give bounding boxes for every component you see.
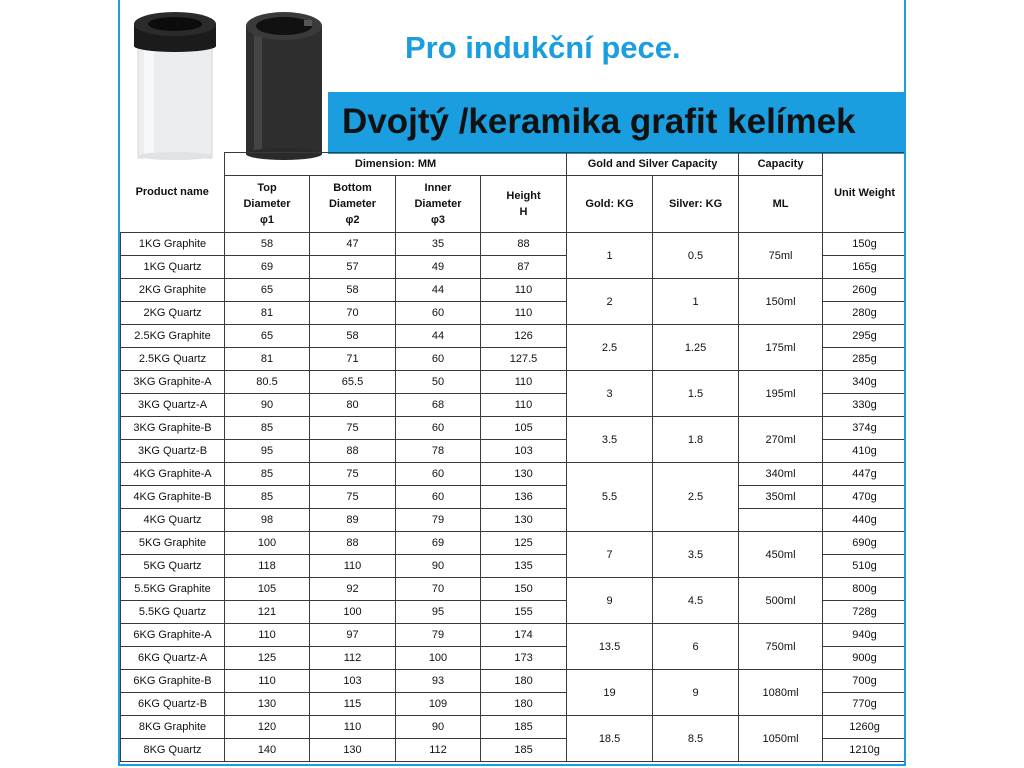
height-cell: 185 — [481, 739, 567, 762]
product-name-cell: 5KG Graphite — [121, 532, 225, 555]
header-unit-weight: Unit Weight — [823, 153, 906, 233]
top-diameter-cell: 80.5 — [225, 371, 310, 394]
height-cell: 180 — [481, 670, 567, 693]
top-diameter-cell: 121 — [225, 601, 310, 624]
gold-kg-cell: 5.5 — [567, 463, 653, 532]
header-capacity: Capacity — [739, 153, 823, 176]
table-row — [121, 624, 907, 647]
graphite-crucible-image — [244, 8, 324, 160]
inner-diameter-cell: 60 — [396, 486, 481, 509]
header-gold-silver-capacity: Gold and Silver Capacity — [567, 153, 739, 176]
table-row — [121, 532, 907, 555]
capacity-ml-cell: 150ml — [739, 279, 823, 325]
gold-kg-cell: 19 — [567, 670, 653, 716]
product-name-cell: 4KG Graphite-B — [121, 486, 225, 509]
table-row — [121, 417, 907, 440]
silver-kg-cell: 6 — [653, 624, 739, 670]
unit-weight-cell: 690g — [823, 532, 906, 555]
bottom-diameter-cell: 80 — [310, 394, 396, 417]
unit-weight-cell: 440g — [823, 509, 906, 532]
unit-weight-cell: 728g — [823, 601, 906, 624]
height-cell: 110 — [481, 371, 567, 394]
bottom-diameter-cell: 58 — [310, 279, 396, 302]
unit-weight-cell: 260g — [823, 279, 906, 302]
top-diameter-cell: 65 — [225, 325, 310, 348]
inner-diameter-cell: 78 — [396, 440, 481, 463]
product-name-cell: 5.5KG Quartz — [121, 601, 225, 624]
gold-kg-cell: 2 — [567, 279, 653, 325]
product-sheet — [118, 0, 906, 766]
table-row — [121, 716, 907, 739]
title-banner — [328, 92, 906, 154]
unit-weight-cell: 295g — [823, 325, 906, 348]
product-name-cell: 2KG Quartz — [121, 302, 225, 325]
product-name-cell: 5.5KG Graphite — [121, 578, 225, 601]
bottom-diameter-cell: 88 — [310, 440, 396, 463]
capacity-ml-cell: 195ml — [739, 371, 823, 417]
table-row — [121, 486, 907, 509]
inner-diameter-cell: 60 — [396, 417, 481, 440]
table-row — [121, 325, 907, 348]
inner-diameter-cell: 90 — [396, 555, 481, 578]
bottom-diameter-cell: 71 — [310, 348, 396, 371]
top-diameter-cell: 85 — [225, 463, 310, 486]
header-gold-kg: Gold: KG — [567, 176, 653, 233]
table-row — [121, 233, 907, 256]
header-silver-kg: Silver: KG — [653, 176, 739, 233]
unit-weight-cell: 940g — [823, 624, 906, 647]
capacity-ml-cell: 75ml — [739, 233, 823, 279]
height-cell: 126 — [481, 325, 567, 348]
unit-weight-cell: 900g — [823, 647, 906, 670]
header-height: Height H — [481, 176, 567, 233]
unit-weight-cell: 447g — [823, 463, 906, 486]
inner-diameter-cell: 35 — [396, 233, 481, 256]
unit-weight-cell: 165g — [823, 256, 906, 279]
height-cell: 174 — [481, 624, 567, 647]
top-diameter-cell: 118 — [225, 555, 310, 578]
table-row — [121, 463, 907, 486]
inner-diameter-cell: 79 — [396, 509, 481, 532]
bottom-diameter-cell: 58 — [310, 325, 396, 348]
unit-weight-cell: 280g — [823, 302, 906, 325]
gold-kg-cell: 1 — [567, 233, 653, 279]
inner-diameter-cell: 60 — [396, 302, 481, 325]
capacity-ml-cell: 1050ml — [739, 716, 823, 762]
product-name-cell: 6KG Graphite-B — [121, 670, 225, 693]
inner-diameter-cell: 79 — [396, 624, 481, 647]
unit-weight-cell: 800g — [823, 578, 906, 601]
capacity-ml-cell: 175ml — [739, 325, 823, 371]
bottom-diameter-cell: 75 — [310, 463, 396, 486]
capacity-ml-cell: 750ml — [739, 624, 823, 670]
product-name-cell: 8KG Quartz — [121, 739, 225, 762]
product-name-cell: 1KG Graphite — [121, 233, 225, 256]
unit-weight-cell: 285g — [823, 348, 906, 371]
gold-kg-cell: 9 — [567, 578, 653, 624]
unit-weight-cell: 510g — [823, 555, 906, 578]
bottom-diameter-cell: 100 — [310, 601, 396, 624]
unit-weight-cell: 470g — [823, 486, 906, 509]
height-cell: 87 — [481, 256, 567, 279]
silver-kg-cell: 4.5 — [653, 578, 739, 624]
header-dimension: Dimension: MM — [225, 153, 567, 176]
height-cell: 155 — [481, 601, 567, 624]
table-row — [121, 578, 907, 601]
product-name-cell: 8KG Graphite — [121, 716, 225, 739]
inner-diameter-cell: 60 — [396, 463, 481, 486]
top-diameter-cell: 98 — [225, 509, 310, 532]
height-cell: 103 — [481, 440, 567, 463]
product-name-cell: 6KG Graphite-A — [121, 624, 225, 647]
inner-diameter-cell: 112 — [396, 739, 481, 762]
height-cell: 110 — [481, 302, 567, 325]
product-name-cell: 6KG Quartz-A — [121, 647, 225, 670]
capacity-ml-cell: 270ml — [739, 417, 823, 463]
crucible-spec-table — [120, 152, 906, 762]
header-ml: ML — [739, 176, 823, 233]
height-cell: 185 — [481, 716, 567, 739]
capacity-ml-cell: 1080ml — [739, 670, 823, 716]
silver-kg-cell: 0.5 — [653, 233, 739, 279]
top-diameter-cell: 110 — [225, 670, 310, 693]
header-top-diameter: Top Diameter φ1 — [225, 176, 310, 233]
header-product-name: Product name — [121, 153, 225, 233]
capacity-ml-cell: 340ml — [739, 463, 823, 486]
height-cell: 150 — [481, 578, 567, 601]
top-diameter-cell: 130 — [225, 693, 310, 716]
top-diameter-cell: 110 — [225, 624, 310, 647]
banner-title: Dvojtý /keramika grafit kelímek — [342, 102, 856, 141]
bottom-diameter-cell: 115 — [310, 693, 396, 716]
inner-diameter-cell: 50 — [396, 371, 481, 394]
product-name-cell: 5KG Quartz — [121, 555, 225, 578]
bottom-diameter-cell: 112 — [310, 647, 396, 670]
inner-diameter-cell: 69 — [396, 532, 481, 555]
height-cell: 130 — [481, 509, 567, 532]
unit-weight-cell: 340g — [823, 371, 906, 394]
unit-weight-cell: 770g — [823, 693, 906, 716]
bottom-diameter-cell: 89 — [310, 509, 396, 532]
capacity-ml-cell: 500ml — [739, 578, 823, 624]
product-name-cell: 2.5KG Graphite — [121, 325, 225, 348]
capacity-ml-cell: 450ml — [739, 532, 823, 578]
top-diameter-cell: 85 — [225, 417, 310, 440]
product-name-cell: 3KG Graphite-A — [121, 371, 225, 394]
quartz-crucible-image — [134, 10, 216, 160]
gold-kg-cell: 7 — [567, 532, 653, 578]
table-row — [121, 371, 907, 394]
height-cell: 110 — [481, 279, 567, 302]
unit-weight-cell: 374g — [823, 417, 906, 440]
silver-kg-cell: 1.25 — [653, 325, 739, 371]
top-diameter-cell: 81 — [225, 302, 310, 325]
silver-kg-cell: 1 — [653, 279, 739, 325]
table-row — [121, 279, 907, 302]
unit-weight-cell: 1210g — [823, 739, 906, 762]
capacity-ml-cell: 350ml — [739, 486, 823, 509]
height-cell: 88 — [481, 233, 567, 256]
table-body — [121, 233, 907, 762]
top-diameter-cell: 69 — [225, 256, 310, 279]
product-name-cell: 2.5KG Quartz — [121, 348, 225, 371]
page-subtitle: Pro indukční pece. — [405, 30, 681, 65]
height-cell: 136 — [481, 486, 567, 509]
top-diameter-cell: 81 — [225, 348, 310, 371]
product-name-cell: 3KG Quartz-B — [121, 440, 225, 463]
silver-kg-cell: 9 — [653, 670, 739, 716]
inner-diameter-cell: 68 — [396, 394, 481, 417]
product-name-cell: 4KG Quartz — [121, 509, 225, 532]
table-row — [121, 509, 907, 532]
height-cell: 180 — [481, 693, 567, 716]
top-diameter-cell: 85 — [225, 486, 310, 509]
bottom-diameter-cell: 130 — [310, 739, 396, 762]
product-name-cell: 4KG Graphite-A — [121, 463, 225, 486]
top-diameter-cell: 120 — [225, 716, 310, 739]
bottom-diameter-cell: 70 — [310, 302, 396, 325]
unit-weight-cell: 410g — [823, 440, 906, 463]
bottom-diameter-cell: 97 — [310, 624, 396, 647]
top-diameter-cell: 105 — [225, 578, 310, 601]
product-name-cell: 2KG Graphite — [121, 279, 225, 302]
unit-weight-cell: 150g — [823, 233, 906, 256]
height-cell: 110 — [481, 394, 567, 417]
top-diameter-cell: 65 — [225, 279, 310, 302]
gold-kg-cell: 3 — [567, 371, 653, 417]
inner-diameter-cell: 70 — [396, 578, 481, 601]
inner-diameter-cell: 100 — [396, 647, 481, 670]
bottom-diameter-cell: 110 — [310, 716, 396, 739]
bottom-diameter-cell: 92 — [310, 578, 396, 601]
header-bottom-diameter: Bottom Diameter φ2 — [310, 176, 396, 233]
silver-kg-cell: 2.5 — [653, 463, 739, 532]
inner-diameter-cell: 109 — [396, 693, 481, 716]
height-cell: 125 — [481, 532, 567, 555]
top-diameter-cell: 58 — [225, 233, 310, 256]
gold-kg-cell: 2.5 — [567, 325, 653, 371]
bottom-diameter-cell: 75 — [310, 486, 396, 509]
inner-diameter-cell: 49 — [396, 256, 481, 279]
bottom-diameter-cell: 65.5 — [310, 371, 396, 394]
height-cell: 135 — [481, 555, 567, 578]
unit-weight-cell: 330g — [823, 394, 906, 417]
product-name-cell: 6KG Quartz-B — [121, 693, 225, 716]
gold-kg-cell: 13.5 — [567, 624, 653, 670]
gold-kg-cell: 18.5 — [567, 716, 653, 762]
top-diameter-cell: 95 — [225, 440, 310, 463]
capacity-ml-cell — [739, 509, 823, 532]
inner-diameter-cell: 90 — [396, 716, 481, 739]
product-name-cell: 3KG Quartz-A — [121, 394, 225, 417]
inner-diameter-cell: 60 — [396, 348, 481, 371]
table-row — [121, 670, 907, 693]
silver-kg-cell: 1.5 — [653, 371, 739, 417]
bottom-diameter-cell: 110 — [310, 555, 396, 578]
height-cell: 127.5 — [481, 348, 567, 371]
top-diameter-cell: 100 — [225, 532, 310, 555]
unit-weight-cell: 700g — [823, 670, 906, 693]
inner-diameter-cell: 95 — [396, 601, 481, 624]
bottom-diameter-cell: 75 — [310, 417, 396, 440]
product-name-cell: 3KG Graphite-B — [121, 417, 225, 440]
unit-weight-cell: 1260g — [823, 716, 906, 739]
silver-kg-cell: 3.5 — [653, 532, 739, 578]
top-diameter-cell: 90 — [225, 394, 310, 417]
bottom-diameter-cell: 88 — [310, 532, 396, 555]
inner-diameter-cell: 44 — [396, 325, 481, 348]
height-cell: 173 — [481, 647, 567, 670]
header-inner-diameter: Inner Diameter φ3 — [396, 176, 481, 233]
silver-kg-cell: 8.5 — [653, 716, 739, 762]
inner-diameter-cell: 44 — [396, 279, 481, 302]
silver-kg-cell: 1.8 — [653, 417, 739, 463]
bottom-diameter-cell: 57 — [310, 256, 396, 279]
top-diameter-cell: 140 — [225, 739, 310, 762]
bottom-diameter-cell: 103 — [310, 670, 396, 693]
product-name-cell: 1KG Quartz — [121, 256, 225, 279]
gold-kg-cell: 3.5 — [567, 417, 653, 463]
top-diameter-cell: 125 — [225, 647, 310, 670]
height-cell: 105 — [481, 417, 567, 440]
bottom-diameter-cell: 47 — [310, 233, 396, 256]
inner-diameter-cell: 93 — [396, 670, 481, 693]
height-cell: 130 — [481, 463, 567, 486]
